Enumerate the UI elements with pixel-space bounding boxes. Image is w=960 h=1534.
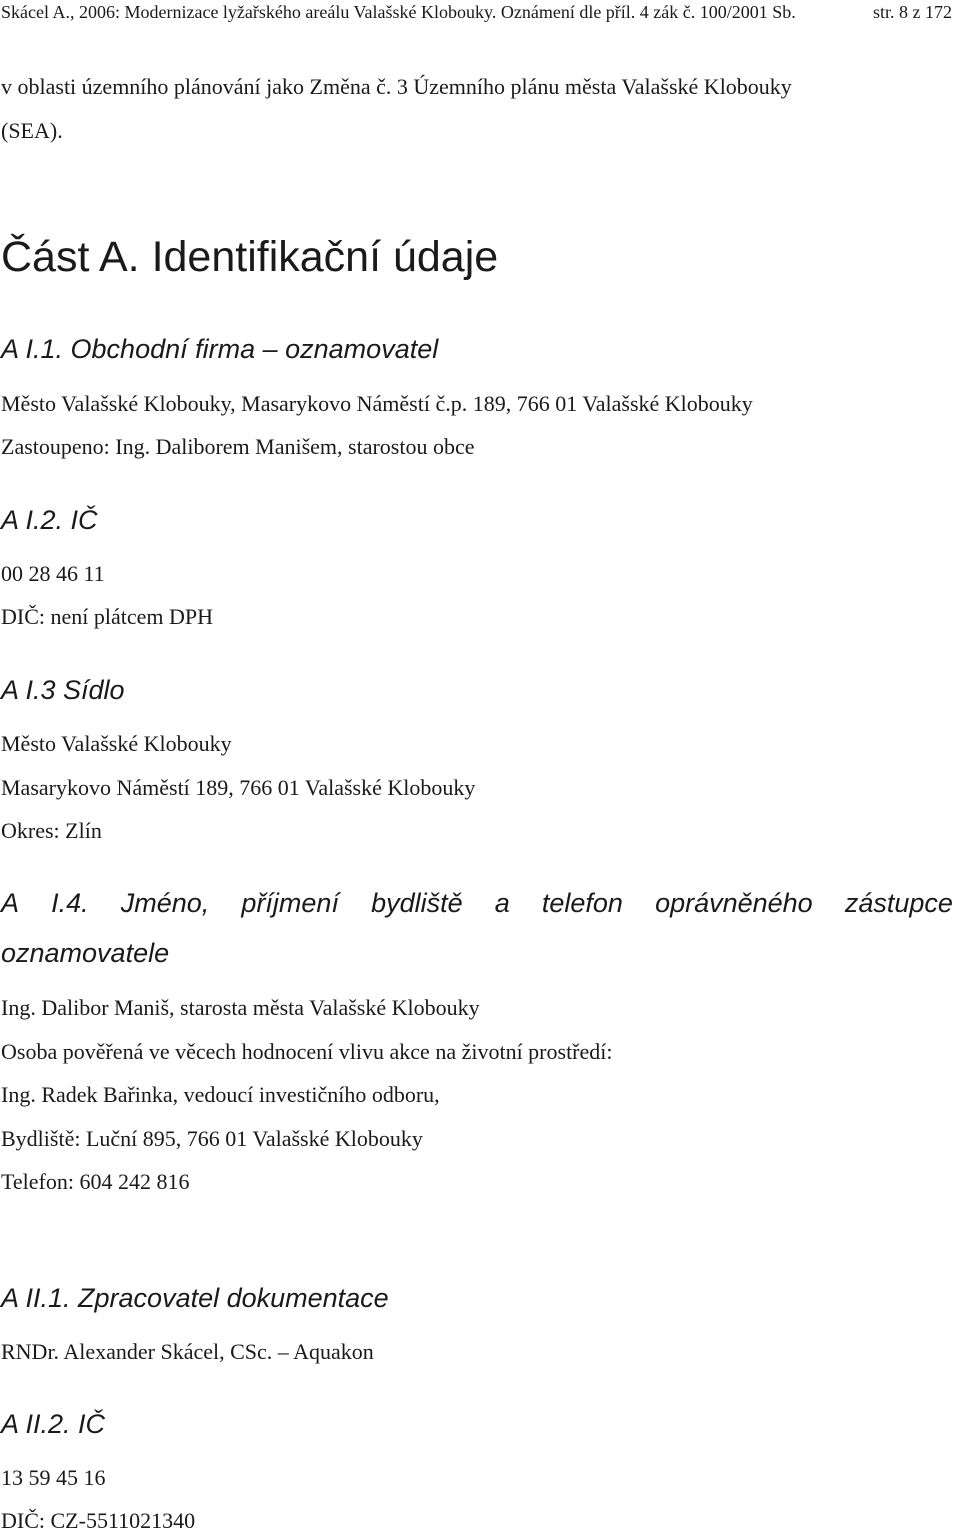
s4-line-3: Ing. Radek Bařinka, vedoucí investičního odboru, (1, 1082, 440, 1107)
s4-title-word: zástupce (844, 888, 953, 918)
section-title-a-i-4 (1, 887, 953, 919)
section-title-a-ii-1: A II.1. Zpracovatel dokumentace (1, 1283, 389, 1313)
s3-line-1: Město Valašské Klobouky (1, 731, 232, 756)
s3-line-3: Okres: Zlín (1, 818, 102, 843)
s1-line-1: Město Valašské Klobouky, Masarykovo Náměstí č.p. 189, 766 01 Valašské Klobouky (1, 391, 753, 416)
s4-line-4: Bydliště: Luční 895, 766 01 Valašské Klobouky (1, 1126, 423, 1151)
s4-title-word: A (1, 888, 20, 918)
s2-line-1: 00 28 46 11 (1, 561, 105, 586)
s4-title-word: a (494, 888, 510, 918)
section-title-a-i-2: A I.2. IČ (1, 505, 98, 535)
header-page-number: str. 8 z 172 (873, 2, 952, 22)
s2-line-2: DIČ: není plátcem DPH (1, 604, 214, 629)
s4-title-word: Jméno, (120, 888, 210, 918)
s1-line-2: Zastoupeno: Ing. Daliborem Manišem, starostou obce (1, 434, 475, 459)
section-title-a-i-1: A I.1. Obchodní firma – oznamovatel (1, 334, 439, 364)
section-title-a-i-3: A I.3 Sídlo (1, 675, 125, 705)
intro-line-1: v oblasti územního plánování jako Změna č. 3 Územního plánu města Valašské Klobouky (1, 74, 792, 99)
s4-title-word: oprávněného (655, 888, 813, 918)
s6-line-1: 13 59 45 16 (1, 1465, 106, 1490)
section-title-a-ii-2: A II.2. IČ (1, 1409, 106, 1439)
intro-line-2: (SEA). (1, 118, 63, 143)
s5-line-1: RNDr. Alexander Skácel, CSc. – Aquakon (1, 1339, 374, 1364)
s4-line-5: Telefon: 604 242 816 (1, 1169, 190, 1194)
header-citation: Skácel A., 2006: Modernizace lyžařského areálu Valašské Klobouky. Oznámení dle příl. 4 zák č. 100/2001 Sb. (1, 2, 796, 22)
s4-title-word: I.4. (51, 888, 89, 918)
s4-title-word: bydliště (371, 888, 463, 918)
s4-line-1: Ing. Dalibor Maniš, starosta města Valašské Klobouky (1, 995, 480, 1020)
s4-title-word: telefon (541, 888, 623, 918)
section-title-a-i-4-line-2: oznamovatele (1, 938, 170, 968)
s6-line-2: DIČ: CZ-5511021340 (1, 1508, 196, 1533)
s3-line-2: Masarykovo Náměstí 189, 766 01 Valašské Klobouky (1, 775, 476, 800)
s4-line-2: Osoba pověřená ve věcech hodnocení vlivu akce na životní prostředí: (1, 1039, 613, 1064)
s4-title-word: příjmení (241, 888, 339, 918)
part-title: Část A. Identifikační údaje (1, 233, 499, 281)
